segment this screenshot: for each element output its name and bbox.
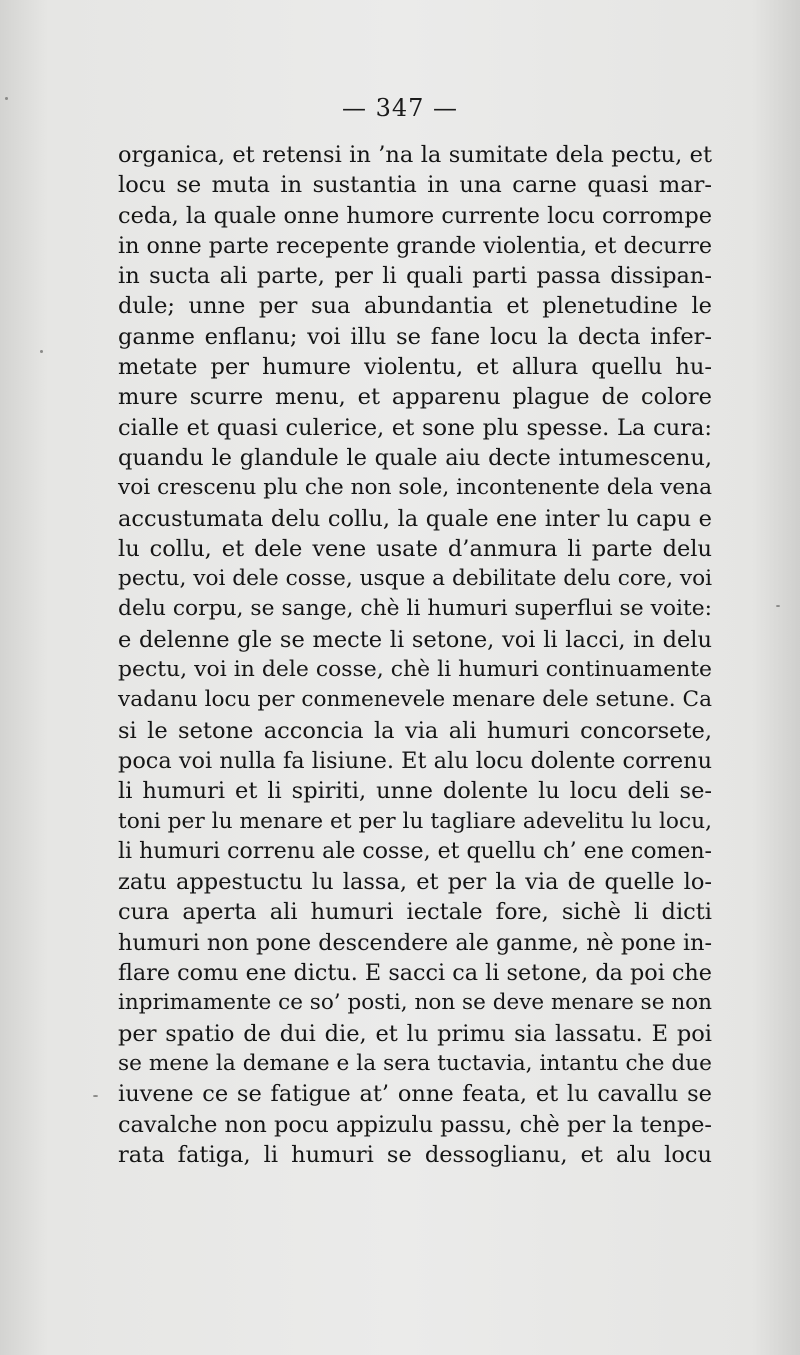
text-line: in sucta ali parte, per li quali parti passa dissipan- <box>118 263 712 290</box>
text-line: cavalche non pocu appizulu passu, chè per la tenpe- <box>118 1111 712 1138</box>
text-line: accustumata delu collu, la quale ene inter lu capu e <box>118 505 712 532</box>
text-line: vadanu locu per conmenevele menare dele setune. Ca <box>118 687 712 713</box>
text-line: mure scurre menu, et apparenu plague de colore <box>118 384 712 411</box>
text-line: inprimamente ce so’ posti, non se deve menare se non <box>118 990 712 1016</box>
text-line: li humuri et li spiriti, unne dolente lu locu deli se- <box>118 778 712 805</box>
text-line: locu se muta in sustantia in una carne quasi mar- <box>118 172 712 199</box>
text-line: zatu appestuctu lu lassa, et per la via de quelle lo- <box>118 869 712 896</box>
page-body <box>118 140 712 1170</box>
paper-speck <box>40 350 43 353</box>
text-line: flare comu ene dictu. E sacci ca li setone, da poi che <box>118 960 712 987</box>
text-line: voi crescenu plu che non sole, incontenente dela vena <box>118 475 713 501</box>
text-line: organica, et retensi in ’na la sumitate dela pectu, et <box>118 142 712 168</box>
text-line: pectu, voi dele cosse, usque a debilitate delu core, voi <box>118 566 713 592</box>
text-line: lu collu, et dele vene usate d’anmura li parte delu <box>118 535 712 562</box>
text-line: ceda, la quale onne humore currente locu corrompe <box>118 202 712 229</box>
paper-speck <box>93 1095 98 1097</box>
text-line: si le setone acconcia la via ali humuri concorsete, <box>118 717 712 744</box>
text-line: rata fatiga, li humuri se dessoglianu, et alu locu <box>118 1141 712 1168</box>
text-line: delu corpu, se sange, chè li humuri superflui se voite: <box>118 596 712 622</box>
text-line: ganme enflanu; voi illu se fane locu la decta infer- <box>118 323 712 350</box>
text-line: cialle et quasi culerice, et sone plu spesse. La cura: <box>118 414 712 441</box>
text-line: in onne parte recepente grande violentia, et decurre <box>118 232 713 259</box>
text-line: li humuri correnu ale cosse, et quellu ch’ ene comen- <box>118 838 712 864</box>
text-line: poca voi nulla fa lisiune. Et alu locu dolente correnu <box>118 747 712 774</box>
paper-speck <box>5 97 8 100</box>
text-line: se mene la demane e la sera tuctavia, intantu che due <box>118 1050 712 1076</box>
text-line: per spatio de dui die, et lu primu sia lassatu. E poi <box>118 1020 712 1047</box>
text-line: iuvene ce se fatigue at’ onne feata, et lu cavallu se <box>118 1081 712 1108</box>
page-number: — 347 — <box>341 94 459 122</box>
text-line: metate per humure violentu, et allura quellu hu- <box>118 354 712 381</box>
text-line: dule; unne per sua abundantia et plenetudine le <box>118 293 712 320</box>
text-line: humuri non pone descendere ale ganme, nè pone in- <box>118 929 712 956</box>
text-line: e delenne gle se mecte li setone, voi li lacci, in delu <box>118 626 712 653</box>
text-line: quandu le glandule le quale aiu decte intumescenu, <box>118 444 712 471</box>
text-line: toni per lu menare et per lu tagliare adevelitu lu locu, <box>118 808 712 834</box>
paper-speck <box>776 605 780 607</box>
text-line: cura aperta ali humuri iectale fore, sichè li dicti <box>118 899 712 926</box>
text-line: pectu, voi in dele cosse, chè li humuri continuamente <box>118 657 712 683</box>
